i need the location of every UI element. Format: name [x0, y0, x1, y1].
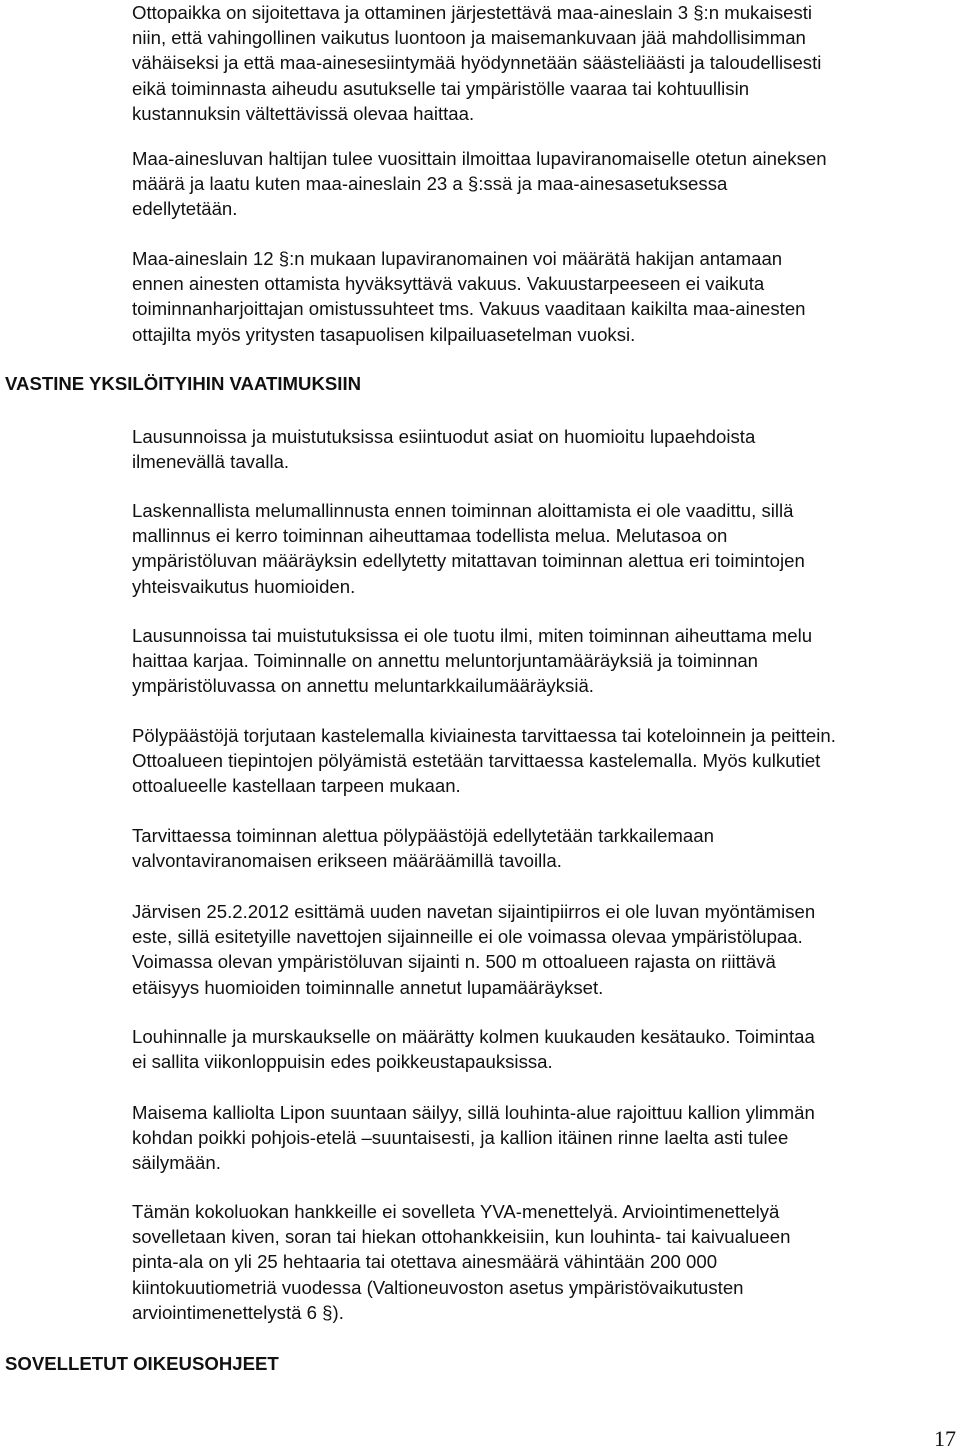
section-heading-responses: VASTINE YKSILÖITYIHIN VAATIMUKSIIN — [5, 373, 362, 394]
paragraph-noise-modelling: Laskennallista melumallinnusta ennen toiminnan aloittamista ei ole vaadittu, sillä mallinnus ei kerro toiminnan aiheuttamaa todellista melua. Melutasoa on ympäristöluvan määräyksin edellytetty mitattavan toiminnan alettua eri toimintojen yhteisvaikutus huomioiden. — [132, 500, 805, 597]
paragraph-ottopaikka: Ottopaikka on sijoitettava ja ottaminen järjestettävä maa-aineslain 3 §:n mukaisesti niin, että vahingollinen vaikutus luontoon ja maisemankuvaan jää mahdollisimman vähäiseksi ja että maa-ainesesiintymää hyödynnetään säästeliäästi ja taloudellisesti eikä toiminnasta aiheudu asutukselle tai ympäristölle vaaraa tai kohtuullisin kustannuksin vältettävissä olevaa haittaa. — [132, 2, 822, 124]
paragraph-barn-location: Järvisen 25.2.2012 esittämä uuden navetan sijaintipiirros ei ole luvan myöntämisen este, sillä esitetyille navettojen sijainneille ei ole voimassa olevaa ympäristölupaa. Voimassa olevan ympäristöluvan sijainti n. 500 m ottoalueen rajasta on riittävä etäisyys huomioiden toiminnalle annetut lupamääräykset. — [132, 901, 816, 998]
page-number: 17 — [934, 1426, 956, 1451]
section-heading-legal-guidelines: SOVELLETUT OIKEUSOHJEET — [5, 1353, 279, 1374]
paragraph-dust-emissions: Pölypäästöjä torjutaan kastelemalla kiviainesta tarvittaessa tai koteloinnein ja peittein. Ottoalueen tiepintojen pölyämistä estetään tarvittaessa kastelemalla. Myös kulkutiet ottoalueelle kastellaan tarpeen mukaan. — [132, 725, 836, 797]
paragraph-summer-break: Louhinnalle ja murskaukselle on määrätty kolmen kuukauden kesätauko. Toimintaa ei sallita viikonloppuisin edes poikkeustapauksissa. — [132, 1026, 815, 1073]
paragraph-security-deposit: Maa-aineslain 12 §:n mukaan lupaviranomainen voi määrätä hakijan antamaan ennen ainesten ottamista hyväksyttävä vakuus. Vakuustarpeeseen ei vaikuta toiminnanharjoittajan omistussuhteet tms. Vakuus vaaditaan kaikilta maa-ainesten ottajilta myös yritysten tasapuolisen kilpailuasetelman vuoksi. — [132, 248, 806, 345]
paragraph-landscape: Maisema kalliolta Lipon suuntaan säilyy, sillä louhinta-alue rajoittuu kallion ylimmän kohdan poikki pohjois-etelä –suuntaisesti, ja kallion itäinen rinne laelta asti tulee säilymään. — [132, 1102, 815, 1174]
paragraph-annual-report: Maa-ainesluvan haltijan tulee vuosittain ilmoittaa lupaviranomaiselle otetun aineksen määrä ja laatu kuten maa-aineslain 23 a §:ssä ja maa-ainesasetuksessa edellytetään. — [132, 148, 827, 220]
paragraph-dust-monitoring: Tarvittaessa toiminnan alettua pölypäästöjä edellytetään tarkkailemaan valvontaviranomaisen erikseen määräämillä tavoilla. — [132, 825, 714, 872]
paragraph-statements-considered: Lausunnoissa ja muistutuksissa esiintuodut asiat on huomioitu lupaehdoista ilmenevällä tavalla. — [132, 426, 756, 473]
paragraph-noise-cattle: Lausunnoissa tai muistutuksissa ei ole tuotu ilmi, miten toiminnan aiheuttama melu haittaa karjaa. Toiminnalle on annettu meluntorjuntamääräyksiä ja toiminnan ympäristöluvassa on annettu meluntarkkailumääräyksiä. — [132, 625, 813, 697]
paragraph-eia-procedure: Tämän kokoluokan hankkeille ei sovelleta YVA-menettelyä. Arviointimenettelyä sovelletaan kiven, soran tai hiekan ottohankkeisiin, kun louhinta- tai kaivualueen pinta-ala on yli 25 hehtaaria tai otettava ainesmäärä vähintään 200 000 kiintokuutiometriä vuodessa (Valtioneuvoston asetus ympäristövaikutusten arviointimenettelystä 6 §). — [132, 1201, 791, 1323]
